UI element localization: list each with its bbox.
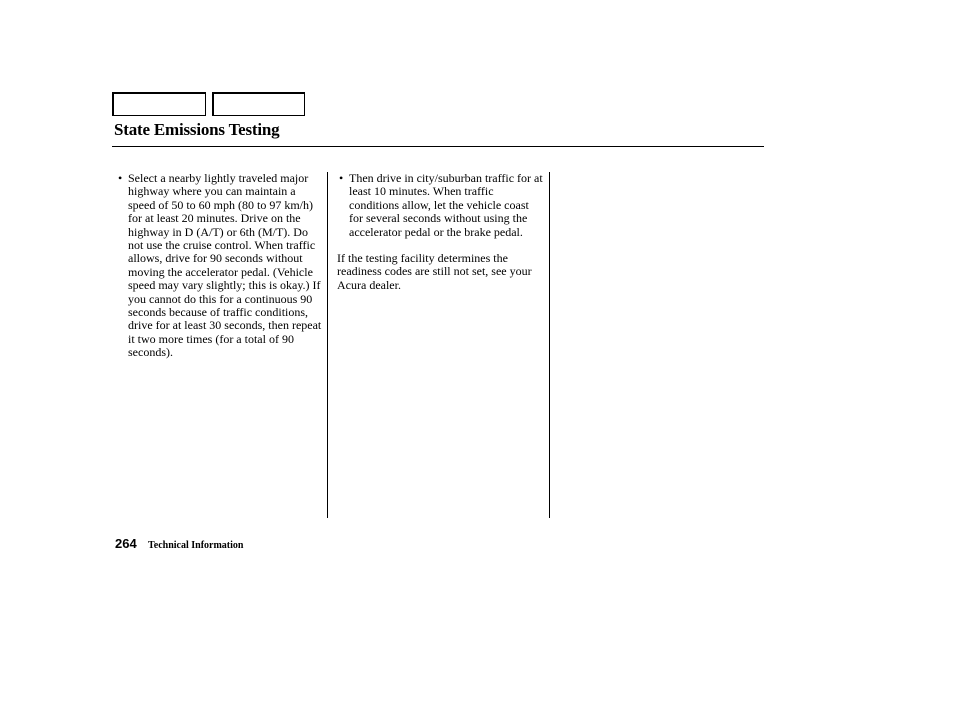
bullet-text: Then drive in city/suburban traffic for at least 10 minutes. When traffic conditions allow, let the vehicle coast for several seconds without using the accelerator pedal or the brake pedal. bbox=[349, 171, 543, 239]
bullet-item bbox=[337, 172, 543, 239]
text-column-1 bbox=[116, 172, 324, 360]
page-title: State Emissions Testing bbox=[114, 120, 280, 139]
header-tab-box-1 bbox=[112, 92, 206, 116]
column-divider-1 bbox=[327, 172, 328, 518]
bullet-item bbox=[116, 172, 324, 360]
paragraph: If the testing facility determines the readiness codes are still not set, see your Acura dealer. bbox=[337, 251, 532, 292]
bullet-dot-icon: • bbox=[118, 171, 123, 185]
page-number: 264 bbox=[115, 536, 137, 551]
bullet-text: Select a nearby lightly traveled major highway where you can maintain a speed of 50 to 60 mph (80 to 97 km/h) for at least 20 minutes. Drive on the highway in D (A/T) or 6th (M/T). Do not use the cruise control. When traffic allows, drive for 90 seconds without moving the accelerator pedal. (Vehicle speed may vary slightly; this is okay.) If you cannot do this for a continuous 90 seconds because of traffic conditions, drive for at least 30 seconds, then repeat it two more times (for a total of 90 seconds). bbox=[128, 171, 322, 360]
bullet-dot-icon: • bbox=[339, 171, 344, 185]
column-divider-2 bbox=[549, 172, 550, 518]
text-column-2 bbox=[337, 172, 543, 292]
section-label: Technical Information bbox=[148, 540, 244, 551]
title-divider bbox=[112, 146, 764, 147]
header-tab-box-2 bbox=[212, 92, 305, 116]
